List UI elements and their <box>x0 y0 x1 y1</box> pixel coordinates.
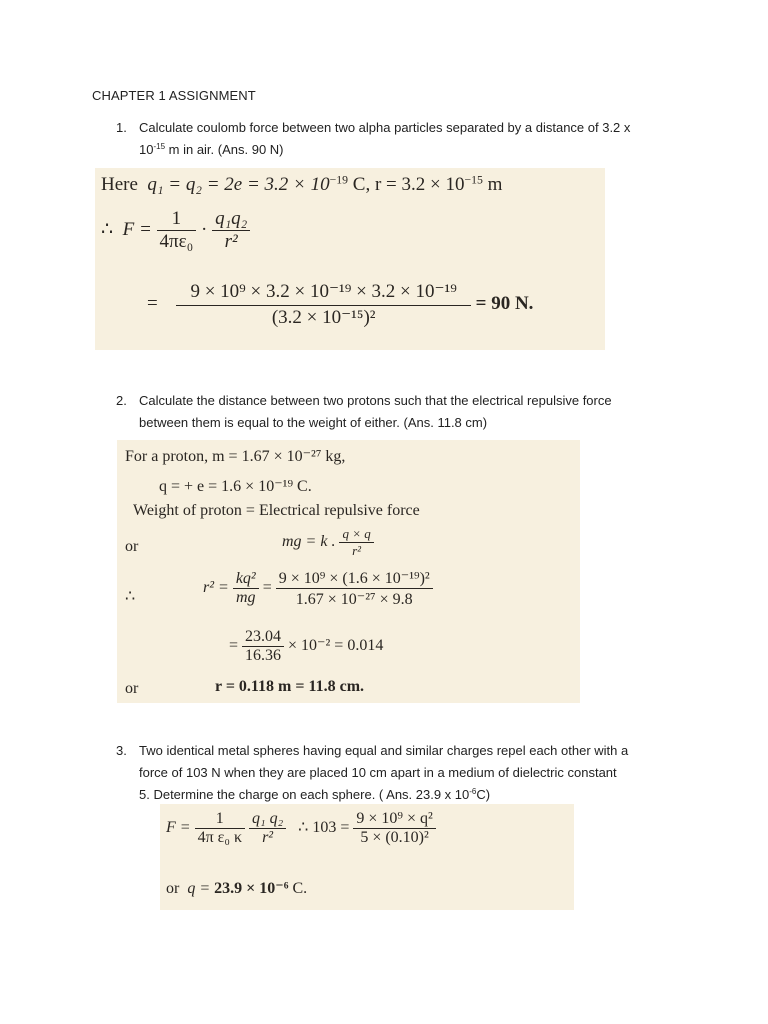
question-number: 3. <box>116 743 127 758</box>
question-number: 2. <box>116 393 127 408</box>
solution-image-2: For a proton, m = 1.67 × 10⁻²⁷ kg, q = + e = 1.6 × 10⁻¹⁹ C. Weight of proton = Electrical repulsive force or mg = k . $\frac{q \times q}{\text{r²}}$ ∴ r² = $\frac{\text{kq²}}{mg}$ = $\frac{\text{9 × 10⁹ × (1.6 × 10⁻¹⁹)²}}{\text{1.67 × 10⁻²⁷ × 9.8}}$ = $\frac{23.04}{16.36}$ × 10⁻² = 0.014 or r = 0.118 m = 11.8 cm. <box>117 440 580 703</box>
question-text: Calculate the distance between two protons such that the electrical repulsive force between them is equal to the weight of either. (Ans. 11.8 cm) <box>139 393 612 430</box>
question-1 <box>116 117 686 161</box>
question-2 <box>116 390 686 434</box>
solution-image-1: Here $q_1 = q_2 = 2e = 3.2 \times 10^{-19}$ C, $r = 3.2 \times 10^{-15}$ m ∴ F = $\frac{1}{\text{4πε₀}}$ · $\frac{\text{q₁q₂}}{\text{r²}}$ = $\frac{\text{9 × 10⁹ × 3.2 × 10⁻¹⁹ × 3.2 × 10⁻¹⁹}}{\text{(3.2 × 10⁻¹⁵)²}}$ = 90 N. <box>95 168 605 350</box>
solution-image-3: F = $\frac{1}{\text{4π ε₀ κ}}$ $\frac{\text{q₁ q₂}}{\text{r²}}$ ∴ 103 = $\frac{\text{9 × 10⁹ × q²}}{\text{5 × (0.10)²}}$ or q = 23.9 × 10⁻⁶ C. <box>160 804 574 910</box>
question-number: 1. <box>116 120 127 135</box>
page-title: CHAPTER 1 ASSIGNMENT <box>92 88 256 103</box>
question-3 <box>116 740 686 806</box>
question-text: Two identical metal spheres having equal and similar charges repel each other with a force of 103 N when they are placed 10 cm apart in a medium of dielectric constant 5. Determine the charge on each sphere. ( Ans. 23.9 x $10^{-6}C$) <box>139 743 629 802</box>
question-text: Calculate coulomb force between two alpha particles separated by a distance of 3.2 x $10^{-15}$ m in air. (Ans. 90 N) <box>139 120 631 157</box>
